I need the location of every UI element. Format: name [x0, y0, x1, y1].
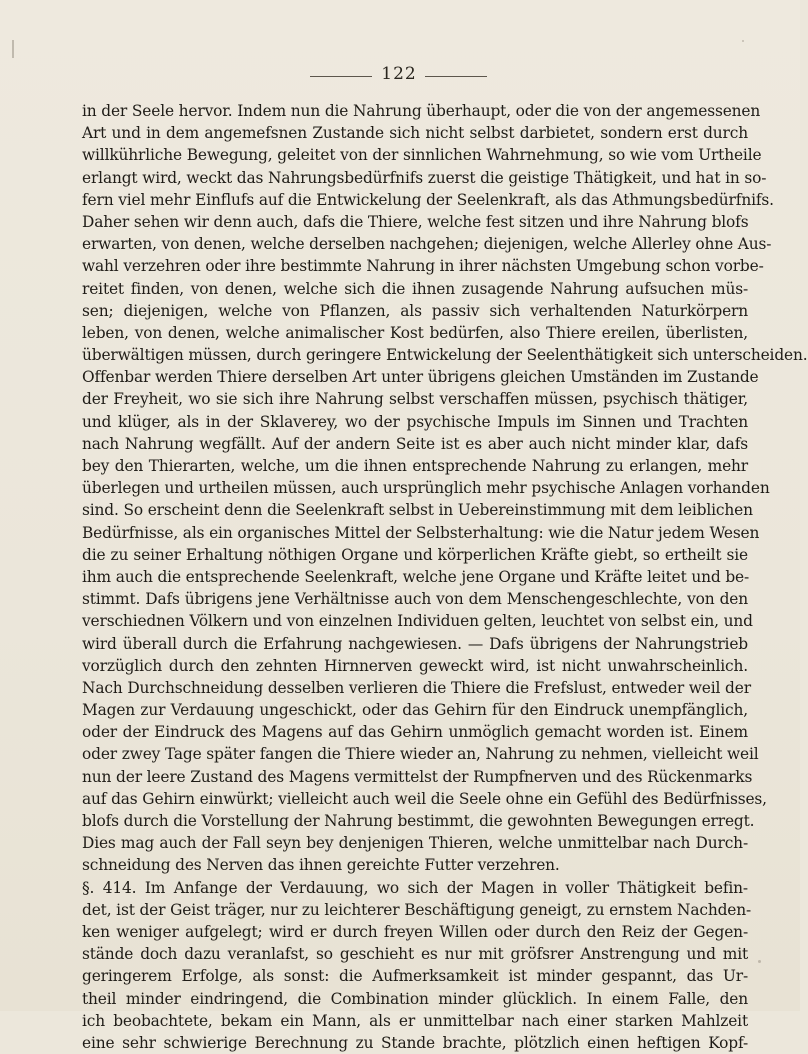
text-line: in der Seele hervor. Indem nun die Nahrung überhaupt, oder die von der angemessenen [82, 102, 761, 120]
text-line: geringerem Erfolge, als sonst: die Aufmerksamkeit ist minder gespannt, das Ur- [82, 967, 748, 986]
text-line: erwarten, von denen, welche derselben nachgehen; diejenigen, welche Allerley ohne Aus- [82, 235, 772, 254]
text-line: blofs durch die Vorstellung der Nahrung bestimmt, die gewohnten Bewegungen erregt. [82, 812, 755, 830]
text-line: eine sehr schwierige Berechnung zu Stande brachte, plötzlich einen heftigen Kopf- [82, 1033, 748, 1052]
text-line: sind. So erscheint denn die Seelenkraft selbst in Uebereinstimmung mit dem leiblichen [82, 501, 753, 520]
text-line: oder der Eindruck des Magens auf das Gehirn unmöglich gemacht worden ist. Einem [82, 723, 748, 742]
body-text [82, 100, 808, 1054]
text-line: überlegen und urtheilen müssen, auch ursprünglich mehr psychische Anlagen vorhanden [82, 479, 770, 498]
text-line: die zu seiner Erhaltung nöthigen Organe und körperlichen Kräfte giebt, so ertheilt sie [82, 545, 748, 564]
text-line: vorzüglich durch den zehnten Hirnnerven geweckt wird, ist nicht unwahrscheinlich. [82, 656, 748, 675]
text-line: stimmt. Dafs übrigens jene Verhältnisse auch von dem Menschengeschlechte, von den [82, 590, 748, 609]
text-line: ihm auch die entsprechende Seelenkraft, welche jene Organe und Kräfte leitet und be- [82, 567, 750, 586]
page-header [0, 64, 800, 88]
text-line: schneidung des Nerven das ihnen gereichte Futter verzehren. [82, 856, 560, 875]
text-line: willkührliche Bewegung, geleitet von der sinnlichen Wahrnehmung, so wie vom Urtheile [82, 146, 762, 165]
text-line: auf das Gehirn einwürkt; vielleicht auch weil die Seele ohne ein Gefühl des Bedürfnisses, [82, 789, 767, 808]
text-line: erlangt wird, weckt das Nahrungsbedürfnifs zuerst die geistige Thätigkeit, und hat in so- [82, 168, 767, 187]
text-line: ich beobachtete, bekam ein Mann, als er unmittelbar nach einer starken Mahlzeit [82, 1011, 748, 1030]
text-line: verschiednen Völkern und von einzelnen Individuen gelten, leuchtet von selbst ein, und [82, 612, 753, 631]
text-line: Daher sehen wir denn auch, dafs die Thiere, welche fest sitzen und ihre Nahrung blofs [82, 212, 749, 231]
text-line: fern viel mehr Einflufs auf die Entwickelung der Seelenkraft, als das Athmungsbedürfnifs. [82, 190, 774, 209]
text-line: leben, von denen, welche animalischer Kost bedürfen, also Thiere ereilen, überlisten, [82, 323, 748, 342]
text-line: der Freyheit, wo sie sich ihre Nahrung selbst verschaffen müssen, psychisch thätiger, [82, 390, 748, 409]
text-line: §. 414. Im Anfange der Verdauung, wo sich der Magen in voller Thätigkeit befin- [82, 878, 748, 897]
text-line: Nach Durchschneidung desselben verlieren die Thiere die Frefslust, entweder weil der [82, 678, 751, 697]
text-line: sen; diejenigen, welche von Pflanzen, als passiv sich verhaltenden Naturkörpern [82, 301, 748, 320]
text-line: theil minder eindringend, die Combination minder glücklich. In einem Falle, den [82, 989, 748, 1008]
text-line: stände doch dazu veranlafst, so geschieht es nur mit gröfsrer Anstrengung und mit [82, 945, 748, 964]
text-line: Offenbar werden Thiere derselben Art unter übrigens gleichen Umständen im Zustande [82, 368, 759, 387]
text-line: Bedürfnisse, als ein organisches Mittel der Selbsterhaltung: wie die Natur jedem Wesen [82, 523, 760, 542]
text-line: nach Nahrung wegfällt. Auf der andern Seite ist es aber auch nicht minder klar, dafs [82, 434, 748, 453]
paper-blemish [758, 960, 761, 963]
header-rule-left [310, 76, 372, 77]
text-line: nun der leere Zustand des Magens vermittelst der Rumpfnerven und des Rückenmarks [82, 767, 753, 786]
paper-blemish [12, 40, 14, 58]
text-line: oder zwey Tage später fangen die Thiere wieder an, Nahrung zu nehmen, vielleicht weil [82, 745, 759, 764]
text-line: wird überall durch die Erfahrung nachgewiesen. — Dafs übrigens der Nahrungstrieb [82, 634, 748, 653]
text-line: bey den Thierarten, welche, um die ihnen entsprechende Nahrung zu erlangen, mehr [82, 457, 748, 475]
header-rule-right [425, 76, 487, 77]
text-line: Magen zur Verdauung ungeschickt, oder das Gehirn für den Eindruck unempfänglich, [82, 701, 748, 720]
text-line: det, ist der Geist träger, nur zu leichterer Beschäftigung geneigt, zu ernstem Nachden- [82, 900, 752, 919]
text-line: überwältigen müssen, durch geringere Entwickelung der Seelenthätigkeit sich unterscheiden. [82, 346, 808, 365]
page-number: 122 [381, 64, 417, 84]
text-line: und klüger, als in der Sklaverey, wo der psychische Impuls im Sinnen und Trachten [82, 412, 748, 431]
text-line: Dies mag auch der Fall seyn bey denjenigen Thieren, welche unmittelbar nach Durch- [82, 834, 748, 853]
paper-blemish [742, 40, 744, 42]
text-line: ken weniger aufgelegt; wird er durch freyen Willen oder durch den Reiz der Gegen- [82, 922, 748, 941]
text-line: wahl verzehren oder ihre bestimmte Nahrung in ihrer nächsten Umgebung schon vorbe- [82, 257, 764, 276]
text-line: Art und in dem angemefsnen Zustande sich nicht selbst darbietet, sondern erst durch [82, 124, 748, 143]
text-line: reitet finden, von denen, welche sich die ihnen zusagende Nahrung aufsuchen müs- [82, 279, 748, 298]
